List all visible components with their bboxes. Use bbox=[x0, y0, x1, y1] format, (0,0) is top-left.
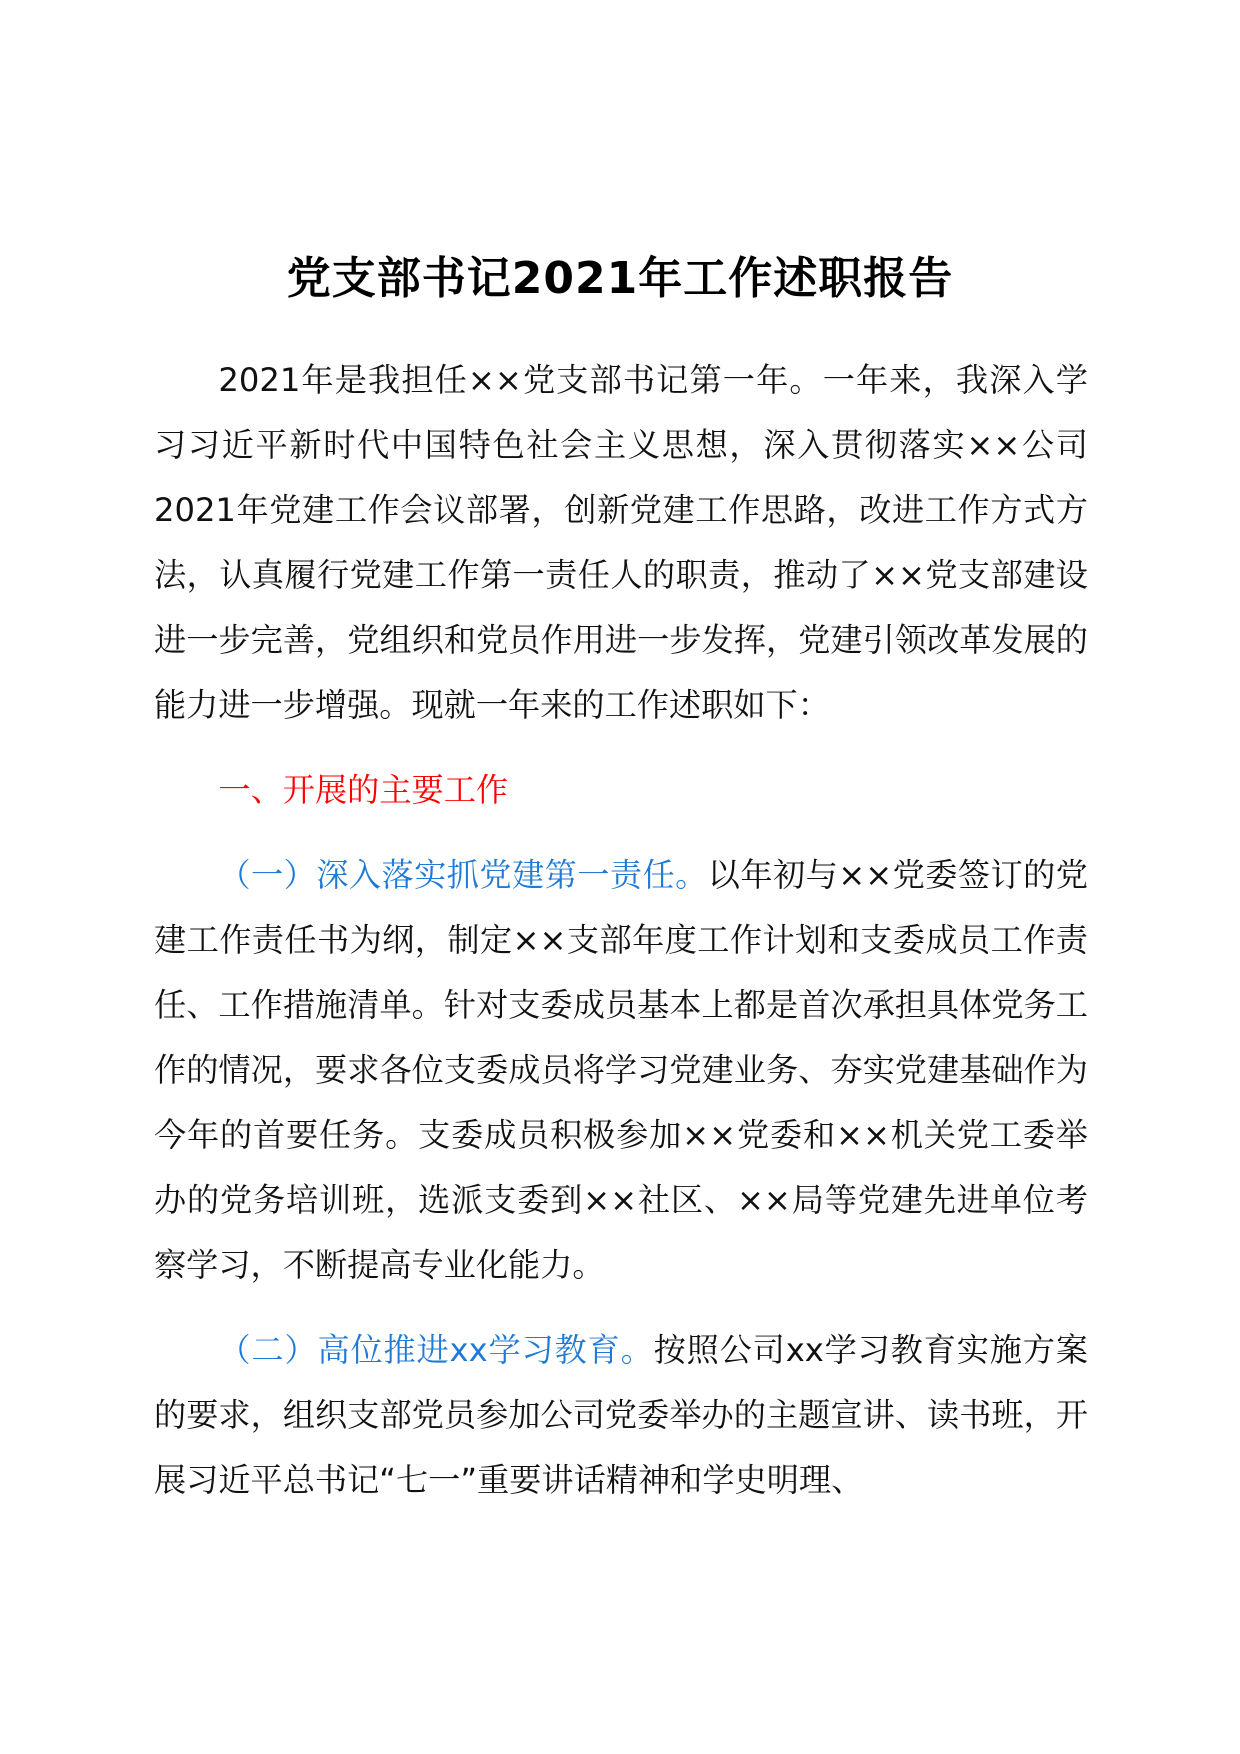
item-paragraph-1 bbox=[154, 843, 1088, 1298]
document-body bbox=[154, 348, 1088, 1513]
item-body-1: 以年初与××党委签订的党建工作责任书为纲，制定××支部年度工作计划和支委成员工作责任、工作措施清单。针对支委成员基本上都是首次承担具体党务工作的情况，要求各位支委成员将学习党建业务、夯实党建基础作为今年的首要任务。支委成员积极参加××党委和××机关党工委举办的党务培训班，选派支委到××社区、××局等党建先进单位考察学习，不断提高专业化能力。 bbox=[154, 856, 1088, 1284]
item-paragraph-2 bbox=[154, 1318, 1088, 1513]
document-title: 党支部书记2021年工作述职报告 bbox=[286, 253, 954, 304]
intro-paragraph: 2021年是我担任××党支部书记第一年。一年来，我深入学习习近平新时代中国特色社会主义思想，深入贯彻落实××公司2021年党建工作会议部署，创新党建工作思路，改进工作方式方法，认真履行党建工作第一责任人的职责，推动了××党支部建设进一步完善，党组织和党员作用进一步发挥，党建引领改革发展的能力进一步增强。现就一年来的工作述职如下： bbox=[154, 361, 1088, 724]
item-heading-2: （二）高位推进xx学习教育。 bbox=[218, 1331, 654, 1369]
item-body-2: 按照公司xx学习教育实施方案的要求，组织支部党员参加公司党委举办的主题宣讲、读书班，开展习近平总书记“七一”重要讲话精神和学史明理、 bbox=[154, 1331, 1088, 1499]
section-heading: 一、开展的主要工作 bbox=[218, 771, 509, 809]
item-heading-1: （一）深入落实抓党建第一责任。 bbox=[218, 856, 708, 894]
